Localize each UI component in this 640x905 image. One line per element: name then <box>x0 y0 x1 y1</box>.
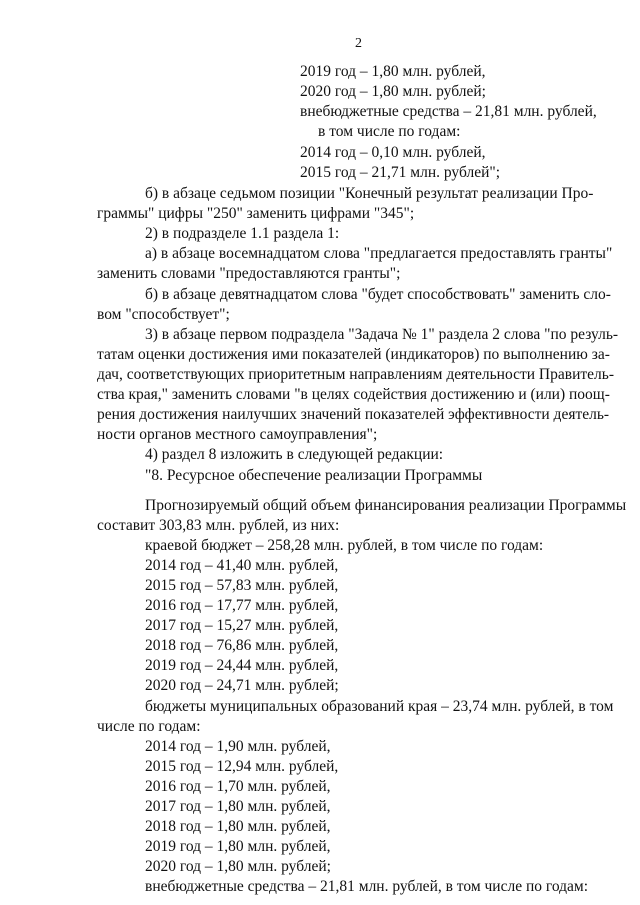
text-line: 2015 год – 12,94 млн. рублей, <box>145 758 339 775</box>
text-line: внебюджетные средства – 21,81 млн. рублей, в том числе по годам: <box>145 878 589 895</box>
text-line: б) в абзаце девятнадцатом слова "будет способствовать" заменить сло- <box>145 286 611 303</box>
text-line: Прогнозируемый общий объем финансирования реализации Программы <box>145 497 627 514</box>
text-line: внебюджетные средства – 21,81 млн. рублей, <box>300 103 597 120</box>
page-number: 2 <box>355 36 362 51</box>
text-line: рения достижения наилучших значений показателей эффективности деятель- <box>97 406 610 423</box>
section-heading: "8. Ресурсное обеспечение реализации Программы <box>145 467 483 484</box>
text-line: 2018 год – 1,80 млн. рублей, <box>145 818 331 835</box>
text-line: дач, соответствующих приоритетным направлениям деятельности Правитель- <box>97 366 614 383</box>
text-line: бюджеты муниципальных образований края – 23,74 млн. рублей, в том <box>145 698 614 715</box>
text-line: 2020 год – 1,80 млн. рублей; <box>145 858 331 875</box>
text-line: в том числе по годам: <box>318 123 461 140</box>
text-line: б) в абзаце седьмом позиции "Конечный результат реализации Про- <box>145 185 594 202</box>
text-line: краевой бюджет – 258,28 млн. рублей, в том числе по годам: <box>145 537 544 554</box>
text-line: 2017 год – 15,27 млн. рублей, <box>145 617 339 634</box>
text-line: 2015 год – 57,83 млн. рублей, <box>145 577 339 594</box>
text-line: 2017 год – 1,80 млн. рублей, <box>145 798 331 815</box>
text-line: 2019 год – 1,80 млн. рублей, <box>300 63 486 80</box>
text-line: татам оценки достижения ими показателей (индикаторов) по выполнению за- <box>97 346 610 363</box>
text-line: 2018 год – 76,86 млн. рублей, <box>145 637 339 654</box>
text-line: вом "способствует"; <box>97 306 230 323</box>
text-line: 2019 год – 1,80 млн. рублей, <box>145 838 331 855</box>
text-line: заменить словами "предоставляются гранты"; <box>97 265 401 282</box>
text-line: 2015 год – 21,71 млн. рублей"; <box>300 164 501 181</box>
text-line: граммы" цифры "250" заменить цифрами "345"; <box>97 205 415 222</box>
text-line: 2) в подразделе 1.1 раздела 1: <box>145 225 340 242</box>
text-line: а) в абзаце восемнадцатом слова "предлагается предоставлять гранты" <box>145 245 613 262</box>
text-line: 4) раздел 8 изложить в следующей редакции: <box>145 446 444 463</box>
text-line: 2016 год – 17,77 млн. рублей, <box>145 597 339 614</box>
text-line: 2019 год – 24,44 млн. рублей, <box>145 657 339 674</box>
text-line: ности органов местного самоуправления"; <box>97 426 378 443</box>
text-line: 2014 год – 0,10 млн. рублей, <box>300 144 486 161</box>
text-line: 2014 год – 41,40 млн. рублей, <box>145 557 339 574</box>
text-line: 2016 год – 1,70 млн. рублей, <box>145 778 331 795</box>
text-line: 2014 год – 1,90 млн. рублей, <box>145 738 331 755</box>
text-line: ства края," заменить словами "в целях содействия достижению и (или) поощ- <box>97 386 610 403</box>
text-line: 2020 год – 1,80 млн. рублей; <box>300 83 486 100</box>
text-line: составит 303,83 млн. рублей, из них: <box>97 517 340 534</box>
text-line: 3) в абзаце первом подраздела "Задача № 1" раздела 2 слова "по резуль- <box>145 326 619 343</box>
text-line: числе по годам: <box>97 718 201 735</box>
text-line: 2020 год – 24,71 млн. рублей; <box>145 677 339 694</box>
